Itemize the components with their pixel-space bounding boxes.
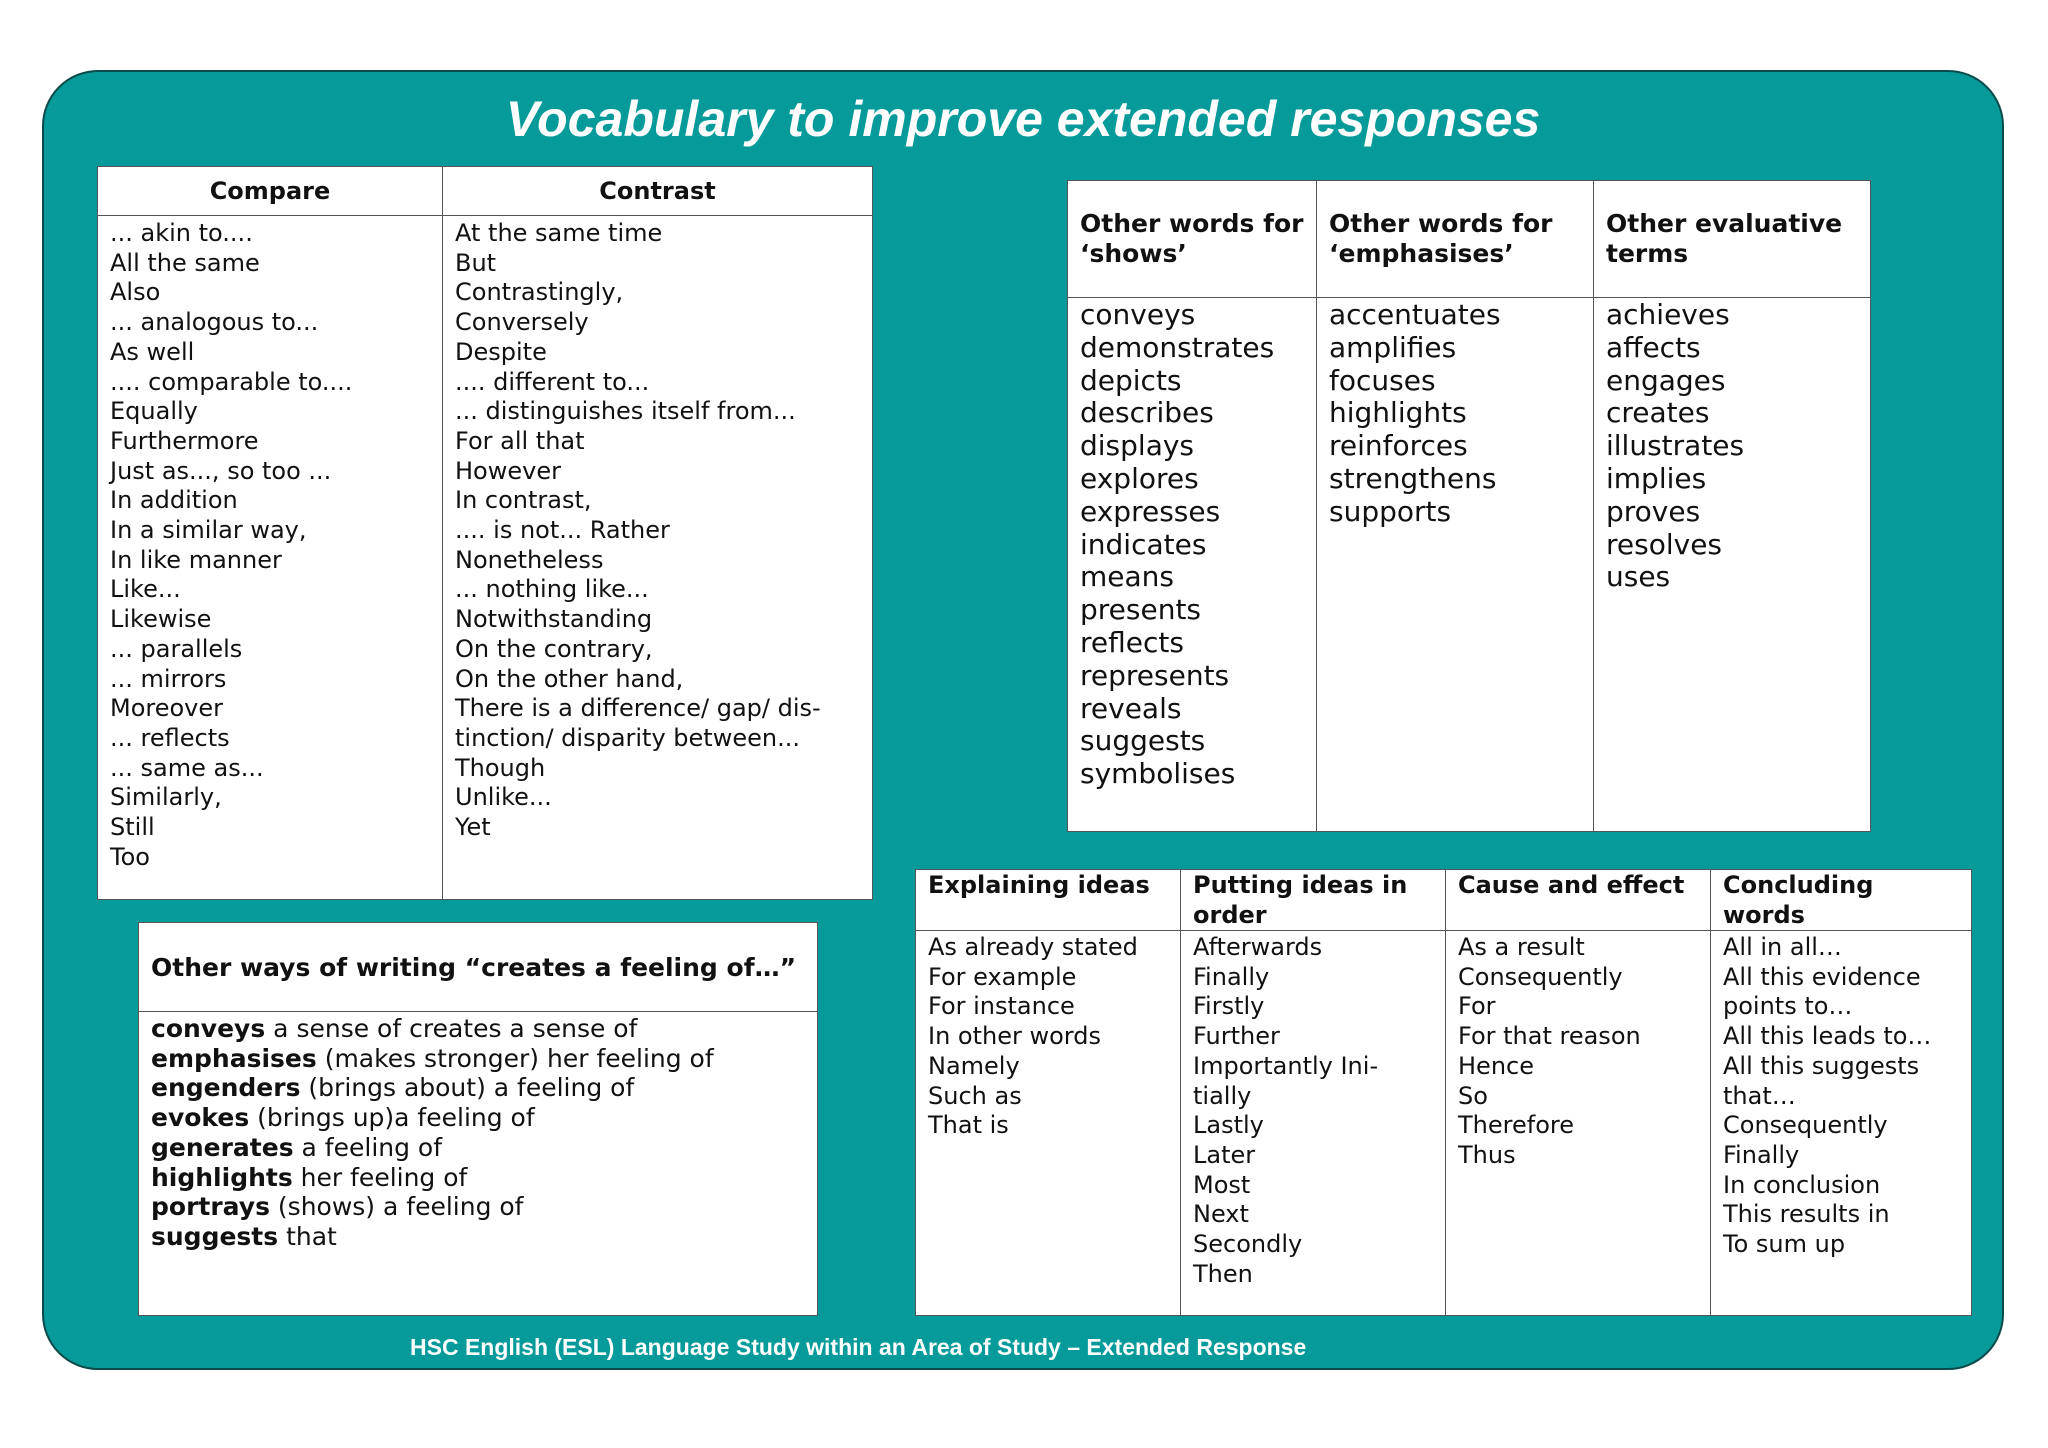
list-item: ... reflects <box>110 723 230 752</box>
feeling-phrase <box>151 1133 805 1163</box>
contrast-list <box>443 216 873 900</box>
list-item: Yet <box>455 813 491 842</box>
list-item: resolves <box>1606 527 1723 561</box>
compare-list <box>98 216 443 900</box>
explaining-header <box>916 870 1181 931</box>
shows-header <box>1068 181 1317 298</box>
feeling-gloss: (brings about) a feeling of <box>300 1073 635 1103</box>
list-item: Next <box>1193 1200 1249 1229</box>
list-item: ... nothing like... <box>455 575 649 604</box>
list-item: Contrastingly, <box>455 278 624 307</box>
feeling-phrase <box>151 1163 805 1193</box>
list-item: Notwithstanding <box>455 605 653 634</box>
list-item: reflects <box>1080 625 1184 659</box>
contrast-header: Contrast <box>443 167 873 216</box>
list-item: means <box>1080 560 1174 594</box>
list-item: All the same <box>110 248 260 277</box>
list-item: In a similar way, <box>110 516 307 545</box>
list-item: Moreover <box>110 694 224 723</box>
list-item: This results in <box>1723 1200 1890 1229</box>
list-item: ... same as... <box>110 753 264 782</box>
list-item: reinforces <box>1329 429 1468 463</box>
feeling-gloss: (shows) a feeling of <box>269 1192 524 1222</box>
list-item: Hence <box>1458 1051 1534 1080</box>
list-item: So <box>1458 1081 1488 1110</box>
list-item: In conclusion <box>1723 1170 1881 1199</box>
feeling-verb: generates <box>151 1132 294 1162</box>
creates-feeling-table <box>138 922 818 1316</box>
list-item: All this suggests <box>1723 1051 1920 1080</box>
list-item: achieves <box>1606 298 1730 331</box>
feeling-verb: highlights <box>151 1162 293 1192</box>
list-item: explores <box>1080 461 1199 495</box>
feeling-phrase <box>151 1192 805 1222</box>
list-item: As a result <box>1458 933 1585 961</box>
feeling-verb: emphasises <box>151 1043 317 1073</box>
list-item: Conversely <box>455 308 589 337</box>
list-item: represents <box>1080 658 1230 692</box>
list-item: strengthens <box>1329 461 1497 495</box>
evaluative-header <box>1594 181 1871 298</box>
list-item: illustrates <box>1606 429 1745 463</box>
feeling-phrase <box>151 1044 805 1074</box>
list-item: For instance <box>928 992 1075 1021</box>
evaluative-header-line: Other evaluative <box>1606 209 1843 238</box>
feeling-verb: conveys <box>151 1014 266 1043</box>
list-item: To sum up <box>1723 1230 1846 1259</box>
list-item: ... analogous to... <box>110 308 319 337</box>
list-item: Therefore <box>1458 1111 1574 1140</box>
explaining-list <box>916 931 1181 1316</box>
list-item: For <box>1458 992 1496 1021</box>
feeling-phrase <box>151 1014 805 1044</box>
emphasises-header-line: Other words for <box>1329 209 1553 238</box>
list-item: demonstrates <box>1080 330 1275 364</box>
compare-contrast-table <box>97 166 873 900</box>
list-item: Most <box>1193 1170 1251 1199</box>
list-item: creates <box>1606 396 1710 430</box>
order-list <box>1181 931 1446 1316</box>
feeling-phrase <box>151 1073 805 1103</box>
list-item: Though <box>455 753 546 782</box>
creates-feeling-list <box>139 1012 818 1316</box>
list-item: In addition <box>110 486 238 515</box>
list-item: ... parallels <box>110 634 243 663</box>
list-item: accentuates <box>1329 298 1501 331</box>
list-item: Consequently <box>1458 962 1623 991</box>
poster-title: Vocabulary to improve extended responses <box>505 91 1541 147</box>
list-item: Too <box>110 842 150 871</box>
list-item: Later <box>1193 1140 1256 1169</box>
cause-header <box>1446 870 1711 931</box>
list-item: However <box>455 456 561 485</box>
feeling-gloss: her feeling of <box>292 1162 468 1192</box>
list-item: Such as <box>928 1081 1022 1110</box>
list-item: Similarly, <box>110 783 222 812</box>
shows-header-line: ‘shows’ <box>1080 239 1187 268</box>
list-item: As already stated <box>928 933 1138 961</box>
list-item: Still <box>110 813 155 842</box>
list-item: All this evidence <box>1723 962 1921 991</box>
list-item: Finally <box>1193 962 1270 991</box>
evaluative-header-line: terms <box>1606 239 1689 268</box>
list-item: Just as..., so too ... <box>110 456 332 485</box>
list-item: At the same time <box>455 219 663 247</box>
list-item: depicts <box>1080 363 1182 397</box>
concluding-list <box>1711 931 1972 1316</box>
emphasises-list <box>1317 298 1594 832</box>
list-item: .... comparable to.... <box>110 367 353 396</box>
list-item: Finally <box>1723 1140 1800 1169</box>
shows-emphasises-table <box>1067 180 1871 832</box>
list-item: On the other hand, <box>455 664 684 693</box>
emphasises-header-line: ‘emphasises’ <box>1329 239 1514 268</box>
list-item: conveys <box>1080 298 1196 331</box>
list-item: focuses <box>1329 363 1436 397</box>
list-item: symbolises <box>1080 757 1236 791</box>
feeling-verb: engenders <box>151 1073 301 1103</box>
list-item: All this leads to… <box>1723 1022 1932 1051</box>
feeling-gloss: that <box>278 1221 337 1251</box>
list-item: indicates <box>1080 527 1207 561</box>
list-item: For all that <box>455 426 585 455</box>
list-item: describes <box>1080 396 1214 430</box>
list-item: uses <box>1606 560 1671 594</box>
order-header-line: order <box>1193 901 1267 929</box>
list-item: that… <box>1723 1081 1796 1110</box>
list-item: For that reason <box>1458 1022 1641 1051</box>
feeling-phrase <box>151 1103 805 1133</box>
list-item: Despite <box>455 337 547 366</box>
feeling-verb: suggests <box>151 1221 279 1251</box>
creates-feeling-header: Other ways of writing “creates a feeling of…” <box>139 923 818 1012</box>
list-item: In like manner <box>110 545 282 574</box>
list-item: Unlike... <box>455 783 552 812</box>
list-item: ... distinguishes itself from... <box>455 397 796 426</box>
list-item: All in all… <box>1723 933 1842 961</box>
list-item: points to… <box>1723 992 1853 1021</box>
list-item: As well <box>110 337 195 366</box>
list-item: ... akin to.... <box>110 219 253 247</box>
cause-header-line: Cause and effect <box>1458 871 1685 899</box>
list-item: highlights <box>1329 396 1467 430</box>
list-item: Firstly <box>1193 992 1265 1021</box>
feeling-gloss: (brings up)a feeling of <box>249 1103 535 1133</box>
shows-header-line: Other words for <box>1080 209 1304 238</box>
evaluative-list <box>1594 298 1871 832</box>
shows-list <box>1068 298 1317 832</box>
list-item: affects <box>1606 330 1701 364</box>
list-item: .... is not... Rather <box>455 516 670 545</box>
feeling-phrase <box>151 1222 805 1252</box>
cause-list <box>1446 931 1711 1316</box>
list-item: Further <box>1193 1022 1280 1051</box>
emphasises-header <box>1317 181 1594 298</box>
feeling-verb: portrays <box>151 1192 270 1222</box>
list-item: Secondly <box>1193 1230 1303 1259</box>
order-header <box>1181 870 1446 931</box>
feeling-gloss: a feeling of <box>293 1132 443 1162</box>
list-item: presents <box>1080 593 1202 627</box>
list-item: Lastly <box>1193 1111 1264 1140</box>
list-item: For example <box>928 962 1077 991</box>
explaining-header-line: Explaining ideas <box>928 871 1150 899</box>
list-item: proves <box>1606 494 1701 528</box>
list-item: Thus <box>1458 1140 1516 1169</box>
list-item: But <box>455 248 497 277</box>
list-item: displays <box>1080 429 1195 463</box>
list-item: In other words <box>928 1022 1101 1051</box>
list-item: Then <box>1193 1259 1253 1288</box>
list-item: Equally <box>110 397 198 426</box>
list-item: That is <box>928 1111 1009 1140</box>
list-item: Like... <box>110 575 181 604</box>
concluding-header-line: Concluding <box>1723 871 1874 899</box>
list-item: amplifies <box>1329 330 1457 364</box>
poster-footer: HSC English (ESL) Language Study within an Area of Study – Extended Response <box>410 1334 1307 1360</box>
feeling-gloss: (makes stronger) her feeling of <box>316 1043 714 1073</box>
list-item: supports <box>1329 494 1452 528</box>
list-item: On the contrary, <box>455 634 653 663</box>
compare-header: Compare <box>98 167 443 216</box>
list-item: reveals <box>1080 691 1182 725</box>
list-item: Nonetheless <box>455 545 604 574</box>
order-header-line: Putting ideas in <box>1193 871 1408 899</box>
list-item: .... different to... <box>455 367 650 396</box>
concluding-header-line: words <box>1723 901 1805 929</box>
list-item: tinction/ disparity between... <box>455 723 800 752</box>
organising-words-table <box>915 869 1972 1316</box>
feeling-gloss: a sense of creates a sense of <box>265 1014 638 1043</box>
list-item: implies <box>1606 461 1707 495</box>
list-item: There is a difference/ gap/ dis- <box>455 694 821 723</box>
list-item: tially <box>1193 1081 1252 1110</box>
list-item: Afterwards <box>1193 933 1323 961</box>
concluding-header <box>1711 870 1972 931</box>
list-item: Consequently <box>1723 1111 1888 1140</box>
feeling-verb: evokes <box>151 1103 250 1133</box>
list-item: Also <box>110 278 161 307</box>
list-item: Furthermore <box>110 426 259 455</box>
list-item: suggests <box>1080 724 1206 758</box>
list-item: Importantly Ini- <box>1193 1051 1379 1080</box>
list-item: engages <box>1606 363 1726 397</box>
list-item: Namely <box>928 1051 1020 1080</box>
list-item: expresses <box>1080 494 1221 528</box>
list-item: In contrast, <box>455 486 592 515</box>
list-item: ... mirrors <box>110 664 227 693</box>
list-item: Likewise <box>110 605 212 634</box>
